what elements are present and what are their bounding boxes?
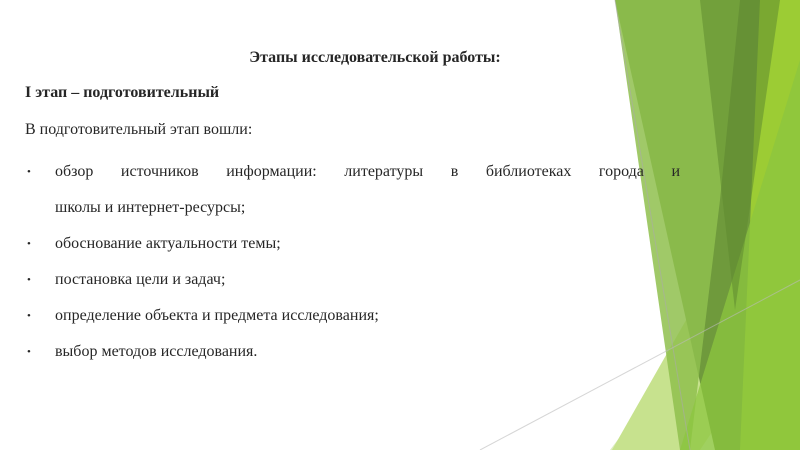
list-item-text: определение объекта и предмета исследования; [55, 307, 379, 324]
bullet-icon: • [27, 274, 31, 286]
list-item-line: школы и интернет-ресурсы; [55, 199, 246, 216]
list-item-line: обзор источников информации: литературы в библиотеках города и [55, 163, 680, 180]
bullet-icon: • [27, 346, 31, 358]
list-item [25, 154, 680, 226]
list-item-text: обоснование актуальности темы; [55, 235, 281, 252]
bullet-icon: • [27, 238, 31, 250]
list-item [25, 334, 680, 370]
bullet-list [25, 154, 680, 370]
stage-heading: I этап – подготовительный [25, 84, 220, 101]
list-item [25, 262, 680, 298]
list-item [25, 298, 680, 334]
slide-title: Этапы исследовательской работы: [249, 49, 501, 66]
list-item-text: постановка цели и задач; [55, 271, 226, 288]
intro-text: В подготовительный этап вошли: [25, 121, 253, 138]
list-item [25, 226, 680, 262]
bullet-icon: • [27, 166, 31, 178]
bullet-icon: • [27, 310, 31, 322]
list-item-text: выбор методов исследования. [55, 343, 258, 360]
